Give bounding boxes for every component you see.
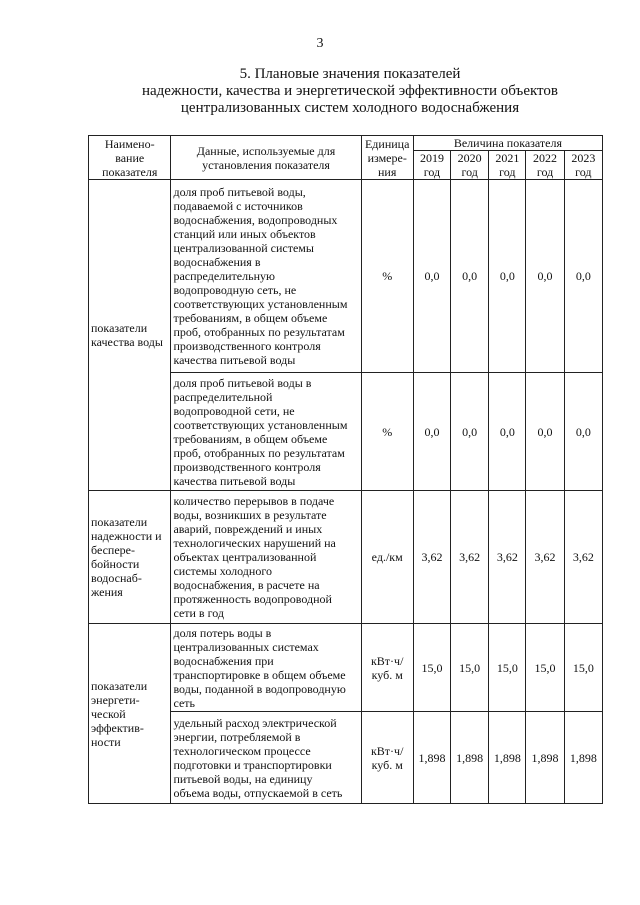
indicator-value: 3,62 [451, 491, 489, 624]
indicator-description-line: производственного контроля [173, 339, 321, 353]
indicator-unit-line: кВт·ч/ [370, 743, 404, 758]
indicator-value: 0,0 [489, 180, 526, 373]
indicator-unit [361, 491, 413, 624]
indicator-value: 0,0 [489, 373, 526, 491]
header-year-line: 2021 [495, 151, 520, 165]
indicator-value: 15,0 [489, 624, 526, 712]
indicator-value: 15,0 [451, 624, 489, 712]
indicator-value: 3,62 [564, 491, 602, 624]
indicator-value: 0,0 [564, 373, 602, 491]
indicator-description-line: объема воды, отпускаемой в сеть [173, 785, 343, 800]
indicator-description-line: соответствующих установленным [173, 297, 348, 311]
indicator-group-name-line: качества воды [91, 335, 163, 349]
indicator-description-line: протяженность водопроводной [173, 592, 332, 606]
indicator-value: 15,0 [526, 624, 564, 712]
header-year-line: 2019 [419, 151, 444, 165]
table-row [89, 180, 603, 373]
header-year-line: год [499, 165, 516, 179]
table-body [89, 180, 603, 804]
indicator-value: 0,0 [413, 180, 450, 373]
indicator-group-name-line: показатели [91, 515, 148, 529]
indicator-description-line: качества питьевой воды [173, 353, 296, 367]
indicator-unit [361, 373, 413, 491]
indicator-unit [361, 180, 413, 373]
indicator-group-name-line: водоснаб- [91, 571, 142, 585]
indicator-value: 0,0 [526, 373, 564, 491]
indicator-description-line: водоснабжения при [173, 653, 274, 668]
indicator-description-line: проб, отобранных по результатам [173, 445, 345, 460]
indicator-description-line: централизованной системы [173, 241, 314, 255]
indicator-unit [361, 712, 413, 804]
indicator-unit-line: куб. м [371, 757, 403, 772]
indicator-value: 0,0 [564, 180, 602, 373]
header-year-line: 2020 [457, 151, 482, 165]
indicator-description-line: производственного контроля [173, 459, 321, 474]
table-row [89, 624, 603, 712]
indicator-description [171, 373, 361, 491]
indicator-description-line: аварий, повреждений и иных [173, 522, 323, 536]
indicator-description-line: доля проб питьевой воды в [173, 375, 312, 390]
indicator-description-line: транспортировке в общем объеме [173, 667, 346, 682]
header-data-used-line: установления показателя [202, 157, 330, 172]
header-data-used-line: Данные, используемые для [196, 143, 336, 158]
header-year-line: год [536, 165, 554, 179]
header-year-line: год [461, 165, 478, 179]
header-data-used [171, 136, 361, 180]
indicator-description [171, 491, 361, 624]
indicator-group-name-line: бойности [91, 557, 140, 571]
indicator-description-line: воды, поданной в водопроводную [173, 681, 346, 696]
indicator-description-line: доля потерь воды в [173, 625, 272, 640]
header-year [489, 151, 526, 180]
indicator-value: 3,62 [489, 491, 526, 624]
indicator-description-line: водопроводной сети, не [173, 403, 295, 418]
indicator-description-line: водоснабжения, в расчете на [173, 578, 320, 592]
indicator-description [171, 624, 361, 712]
indicator-description-line: качества питьевой воды [173, 473, 296, 488]
indicator-value: 15,0 [564, 624, 602, 712]
indicator-description-line: технологическом процессе [173, 743, 311, 758]
indicator-description-line: удельный расход электрической [173, 715, 337, 730]
indicator-value: 0,0 [451, 373, 489, 491]
indicator-description [171, 712, 361, 804]
indicator-unit-line: куб. м [371, 667, 403, 682]
indicator-group-name-line: ности [91, 734, 121, 749]
table-row [89, 491, 603, 624]
header-year-line: 2023 [571, 151, 596, 165]
header-year [413, 151, 450, 180]
indicator-group-name-line: беспере- [91, 543, 135, 557]
indicator-description-line: требованиям, в общем объеме [173, 311, 328, 325]
indicator-group-name [89, 491, 171, 624]
header-year-line: год [575, 165, 592, 179]
indicator-description-line: количество перерывов в подаче [173, 494, 335, 508]
indicator-value: 1,898 [489, 712, 526, 804]
indicator-value: 1,898 [564, 712, 602, 804]
indicator-description-line: соответствующих установленным [173, 417, 348, 432]
indicator-value: 3,62 [526, 491, 564, 624]
indicator-description-line: доля проб питьевой воды, [173, 185, 306, 199]
indicator-group-name-line: показатели [91, 678, 148, 693]
page-number: 3 [316, 36, 324, 51]
indicator-value: 1,898 [413, 712, 450, 804]
document-title [60, 66, 640, 117]
title-line-1: 5. Плановые значения показателей [239, 66, 461, 82]
indicator-value: 1,898 [451, 712, 489, 804]
indicator-group-name-line: эффектив- [91, 720, 144, 735]
indicator-unit [361, 624, 413, 712]
title-line-2: надежности, качества и энергетической эффективности объектов [141, 83, 558, 99]
indicator-description-line: энергии, потребляемой в [173, 729, 301, 744]
header-indicator-name [89, 136, 171, 180]
indicator-description [171, 180, 361, 373]
title-line-3: централизованных систем холодного водоснабжения [180, 100, 520, 116]
header-year [564, 151, 602, 180]
header-indicator-name-line: Наимено- [104, 136, 155, 151]
indicator-group-name-line: энергети- [91, 692, 140, 707]
indicator-group-name [89, 180, 171, 491]
header-year-line: год [423, 165, 441, 179]
indicator-group-name-line: ческой [91, 706, 126, 721]
indicator-unit-line: % [382, 424, 393, 439]
header-year-line: 2022 [533, 151, 558, 165]
header-indicator-name-line: показателя [102, 164, 158, 179]
indicator-description-line: сети в год [173, 606, 224, 620]
indicator-description-line: проб, отобранных по результатам [173, 325, 345, 339]
indicator-description-line: технологических нарушений на [173, 536, 336, 550]
header-unit [361, 136, 413, 180]
header-unit-line: Единица [364, 136, 410, 151]
indicators-table [88, 135, 603, 804]
indicator-description-line: станций или иных объектов [173, 227, 316, 241]
indicator-description-line: водоснабжения в [173, 255, 261, 269]
header-unit-line: ния [378, 164, 397, 179]
indicator-group-name-line: надежности и [91, 529, 162, 543]
indicator-description-line: распределительную [173, 269, 275, 283]
header-unit-line: измере- [367, 150, 407, 165]
indicator-group-name [89, 624, 171, 804]
header-year [451, 151, 489, 180]
table-header [89, 136, 603, 180]
indicator-description-line: сеть [173, 695, 195, 710]
indicator-description-line: питьевой воды, на единицу [173, 771, 313, 786]
indicator-value: 0,0 [526, 180, 564, 373]
indicator-value: 0,0 [451, 180, 489, 373]
indicator-value: 0,0 [413, 373, 450, 491]
indicator-description-line: централизованных системах [173, 639, 319, 654]
indicator-value: 1,898 [526, 712, 564, 804]
indicator-description-line: требованиям, в общем объеме [173, 431, 328, 446]
indicator-description-line: системы холодного [173, 564, 272, 578]
indicator-value: 3,62 [413, 491, 450, 624]
header-value-group: Величина показателя [413, 136, 602, 151]
indicator-description-line: водопроводную сеть, не [173, 283, 297, 297]
header-indicator-name-line: вание [115, 150, 145, 165]
indicator-group-name-line: показатели [91, 321, 148, 335]
indicator-description-line: распределительной [173, 389, 273, 404]
indicator-unit-line: ед./км [371, 550, 403, 564]
indicator-description-line: объектах централизованной [173, 550, 317, 564]
indicator-description-line: воды, возникших в результате [173, 508, 327, 522]
indicator-description-line: подаваемой с источников [173, 199, 303, 213]
indicator-description-line: подготовки и транспортировки [173, 757, 332, 772]
indicator-value: 15,0 [413, 624, 450, 712]
indicator-unit-line: кВт·ч/ [370, 653, 404, 668]
indicator-unit-line: % [382, 269, 393, 283]
indicator-group-name-line: жения [91, 585, 123, 599]
header-year [526, 151, 564, 180]
indicator-description-line: водоснабжения, водопроводных [173, 213, 338, 227]
